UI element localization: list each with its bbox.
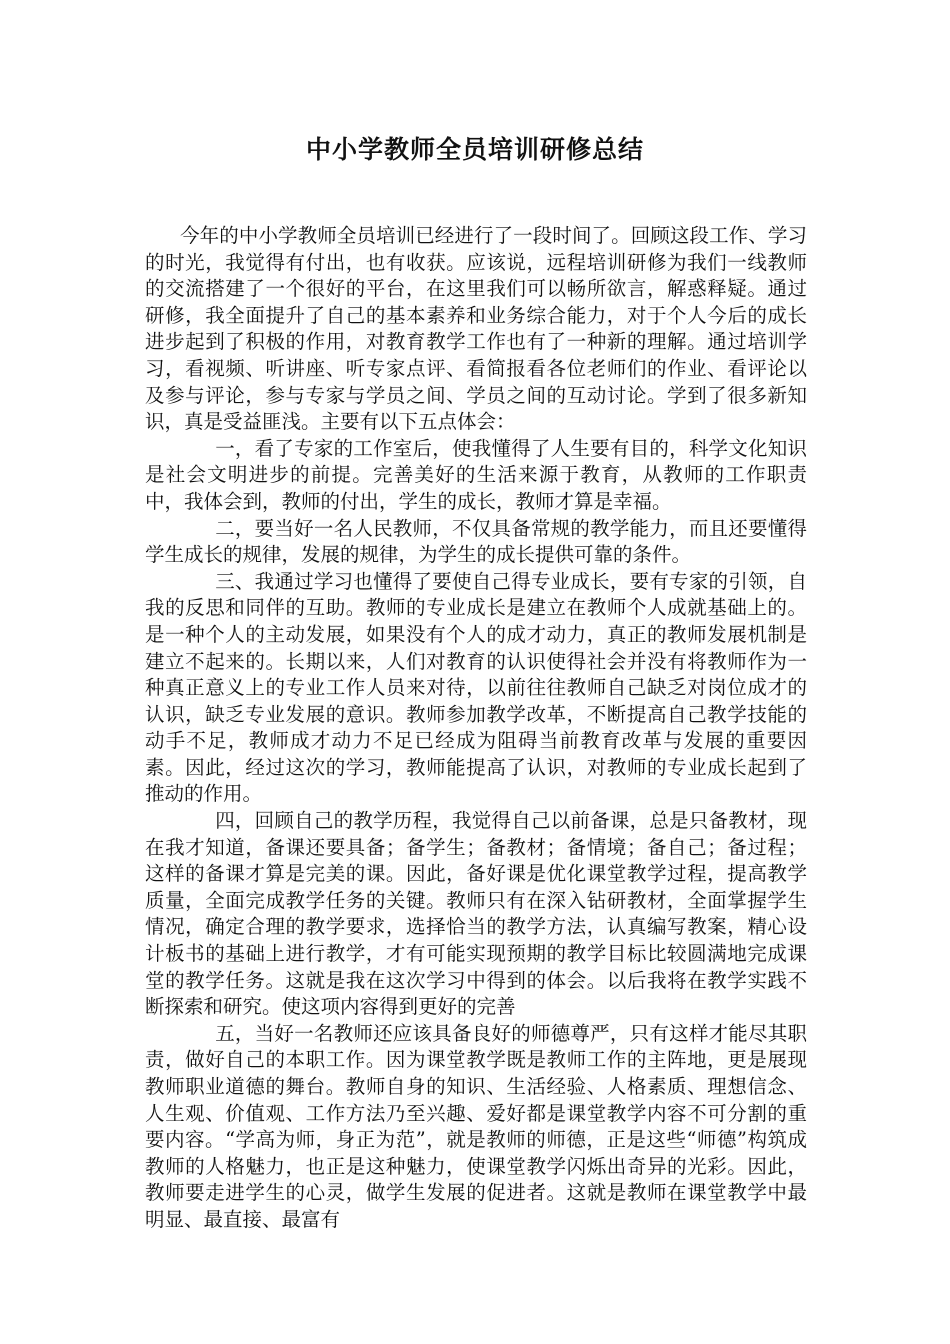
- point-three-paragraph: 三、我通过学习也懂得了要使自己得专业成长，要有专家的引领，自我的反思和同伴的互助。教师的专业成长是建立在教师个人成就基础上的。是一种个人的主动发展，如果没有个人的成才动力，真正的教师发展机制是建立不起来的。长期以来，人们对教育的认识使得社会并没有将教师作为一种真正意义上的专业工作人员来对待，以前往往教师自己缺乏对岗位成才的认识，缺乏专业发展的意识。教师参加教学改革，不断提高自己教学技能的动手不足，教师成才动力不足已经成为阻碍当前教育改革与发展的重要因素。因此，经过这次的学习，教师能提高了认识，对教师的专业成长起到了推动的作用。: [145, 569, 807, 806]
- point-one-paragraph: 一，看了专家的工作室后，使我懂得了人生要有目的，科学文化知识是社会文明进步的前提。完善美好的生活来源于教育，从教师的工作职责中，我体会到，教师的付出，学生的成长，教师才算是幸福。: [145, 436, 807, 513]
- point-two-paragraph: 二，要当好一名人民教师，不仅具备常规的教学能力，而且还要懂得学生成长的规律，发展的规律，为学生的成长提供可靠的条件。: [145, 516, 807, 567]
- intro-paragraph: 今年的中小学教师全员培训已经进行了一段时间了。回顾这段工作、学习的时光，我觉得有付出，也有收获。应该说，远程培训研修为我们一线教师的交流搭建了一个很好的平台，在这里我们可以畅所欲言，解惑释疑。通过研修，我全面提升了自己的基本素养和业务综合能力，对于个人今后的成长进步起到了积极的作用，对教育教学工作也有了一种新的理解。通过培训学习，看视频、听讲座、听专家点评、看简报看各位老师们的作业、看评论以及参与评论，参与专家与学员之间、学员之间的互动讨论。学到了很多新知识，真是受益匪浅。主要有以下五点体会：: [145, 224, 807, 434]
- point-five-paragraph: 五，当好一名教师还应该具备良好的师德尊严，只有这样才能尽其职责，做好自己的本职工作。因为课堂教学既是教师工作的主阵地，更是展现教师职业道德的舞台。教师自身的知识、生活经验、人格素质、理想信念、人生观、价值观、工作方法乃至兴趣、爱好都是课堂教学内容不可分割的重要内容。“学高为师，身正为范”，就是教师的师德，正是这些“师德”构筑成教师的人格魅力，也正是这种魅力，使课堂教学闪烁出奇异的光彩。因此，教师要走进学生的心灵，做学生发展的促进者。这就是教师在课堂教学中最明显、最直接、最富有: [145, 1021, 807, 1231]
- document-body: [145, 223, 807, 1234]
- document-title: 中小学教师全员培训研修总结: [305, 135, 644, 164]
- point-four-paragraph: 四，回顾自己的教学历程，我觉得自己以前备课，总是只备教材，现在我才知道，备课还要具备；备学生；备教材；备情境；备自己；备过程；这样的备课才算是完美的课。因此，备好课是优化课堂教学过程，提高教学质量，全面完成教学任务的关键。教师只有在深入钻研教材，全面掌握学生情况，确定合理的教学要求，选择恰当的教学方法，认真编写教案，精心设计板书的基础上进行教学，才有可能实现预期的教学目标比较圆满地完成课堂的教学任务。这就是我在这次学习中得到的体会。以后我将在教学实践不断探索和研究。使这项内容得到更好的完善: [145, 809, 807, 1019]
